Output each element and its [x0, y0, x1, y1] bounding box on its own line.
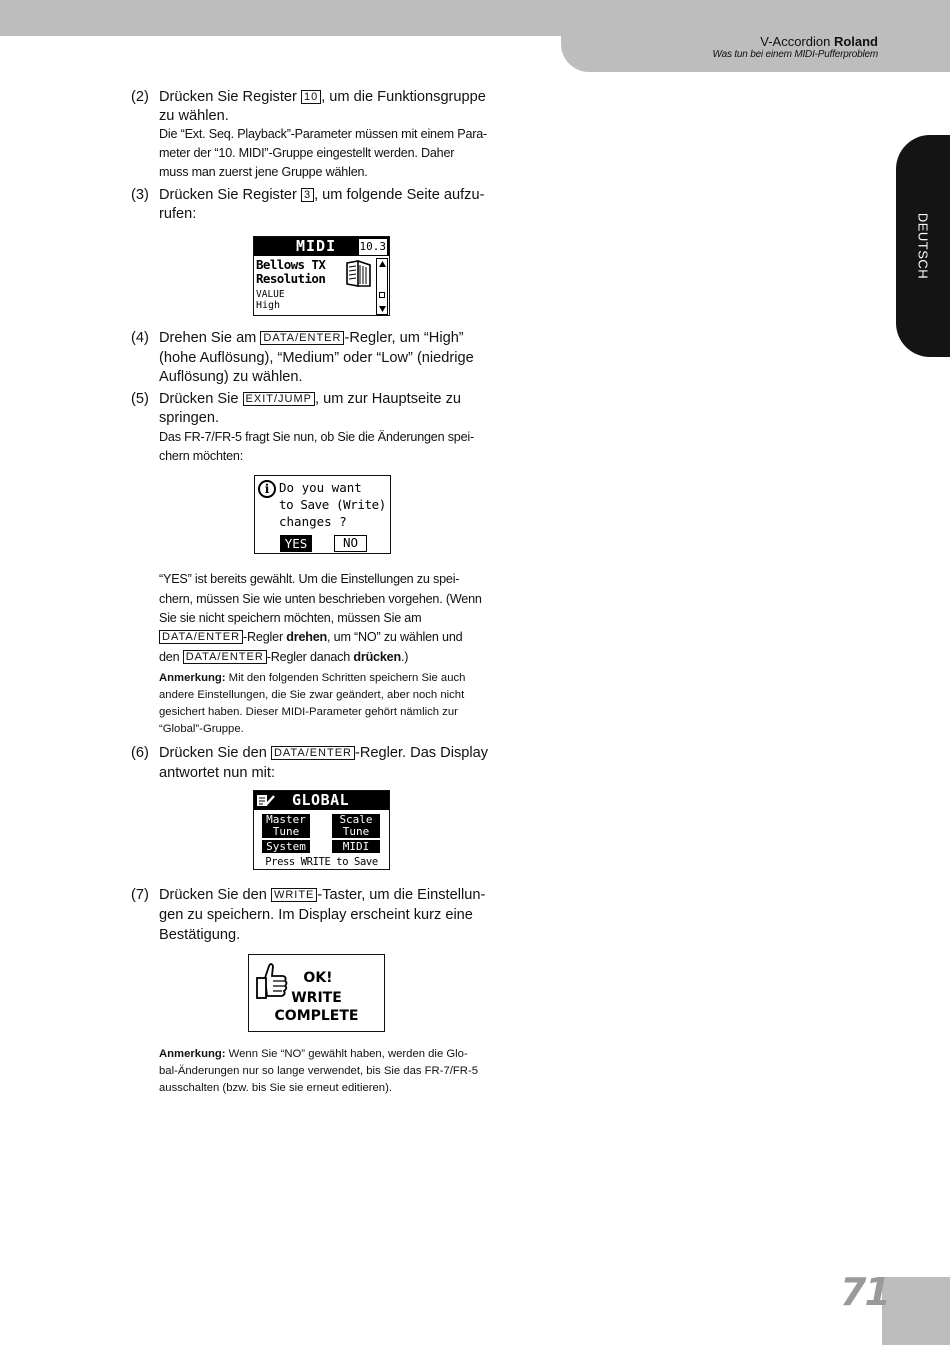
- lcd-save-line-2: to Save (Write): [279, 497, 386, 512]
- key-tab-10: 10: [301, 90, 321, 104]
- lcd-value-label: VALUE: [256, 289, 285, 300]
- lcd-save-dialog: [254, 475, 391, 554]
- lcd-save-line-1: Do you want: [279, 480, 362, 495]
- lcd-param-line-1: Bellows TX: [256, 257, 326, 272]
- lcd-yes-option: YES: [280, 535, 312, 552]
- note-line: “Global”-Gruppe.: [159, 723, 244, 735]
- note-line: Anmerkung: Mit den folgenden Schritten speichern Sie auch: [159, 672, 466, 684]
- paragraph-line: den DATA/ENTER -Regler danach drücken.): [159, 650, 409, 664]
- step-7-line-3: Bestätigung.: [159, 927, 241, 943]
- lcd-midi-box: MIDI: [332, 840, 380, 853]
- header-brand: Roland: [833, 34, 878, 49]
- step-5-line-1: Drücken Sie EXIT/JUMP , um zur Hauptseite zu: [159, 391, 462, 407]
- lcd-param-line-2: Resolution: [256, 271, 326, 286]
- step-7-line-1: Drücken Sie den WRITE -Taster, um die Einstellun-: [159, 887, 486, 903]
- key-tab-3: 3: [301, 188, 314, 202]
- header-subtitle: Was tun bei einem MIDI-Pufferproblem: [712, 49, 878, 60]
- page-number-box: [882, 1277, 950, 1345]
- step-5-detail: chern möchten:: [159, 449, 244, 463]
- lcd-save-line-3: changes ?: [279, 514, 347, 529]
- key-data-enter: DATA/ENTER: [183, 650, 267, 664]
- lcd-title-bar: [254, 237, 389, 256]
- header-product: V-Accordion Roland: [760, 34, 878, 49]
- lcd-no-option: NO: [334, 535, 367, 552]
- step-2-line-1: Drücken Sie Register 10 , um die Funktionsgruppe: [159, 89, 486, 105]
- scroll-thumb: [379, 292, 385, 298]
- paragraph-line: “YES” ist bereits gewählt. Um die Einstellungen zu spei-: [159, 572, 460, 586]
- lcd-scale-tune-box: Scale Tune: [332, 814, 380, 838]
- lcd-midi-title: MIDI: [296, 237, 337, 255]
- edit-pencil-icon: [256, 793, 276, 808]
- step-2-line-2: zu wählen.: [159, 108, 229, 124]
- step-number: (7): [131, 887, 149, 903]
- step-number: (2): [131, 89, 149, 105]
- step-4-line-3: Auflösung) zu wählen.: [159, 369, 303, 385]
- paragraph-line: Sie sie nicht speichern möchten, müssen Sie am: [159, 611, 422, 625]
- step-number: (4): [131, 330, 149, 346]
- step-6-line-2: antwortet nun mit:: [159, 765, 275, 781]
- note-line: Anmerkung: Wenn Sie “NO” gewählt haben, werden die Glo-: [159, 1048, 468, 1060]
- note-line: andere Einstellungen, die Sie zwar geändert, aber noch nicht: [159, 689, 465, 701]
- step-2-detail: meter der “10. MIDI”-Gruppe eingestellt werden. Daher: [159, 146, 455, 160]
- lcd-master-tune-box: Master Tune: [262, 814, 310, 838]
- paragraph-line: chern, müssen Sie wie unten beschrieben vorgehen. (Wenn: [159, 592, 482, 606]
- step-2-detail: muss man zuerst jene Gruppe wählen.: [159, 165, 368, 179]
- key-data-enter: DATA/ENTER: [159, 630, 243, 644]
- lcd-ok-text: OK!: [303, 970, 333, 986]
- key-write: WRITE: [271, 888, 317, 902]
- lcd-system-box: System: [262, 840, 310, 853]
- lcd-value: High: [256, 300, 281, 311]
- lcd-title-bar: [254, 791, 389, 810]
- scroll-down-arrow-icon: [378, 305, 387, 313]
- step-5-detail: Das FR-7/FR-5 fragt Sie nun, ob Sie die Änderungen spei-: [159, 430, 475, 444]
- note-label: Anmerkung:: [159, 1048, 226, 1060]
- note-line: gesichert haben. Dieser MIDI-Parameter gehört nämlich zur: [159, 706, 458, 718]
- key-exit-jump: EXIT/JUMP: [243, 392, 315, 406]
- lcd-global-title: GLOBAL: [292, 791, 350, 809]
- lcd-complete-text: COMPLETE: [274, 1008, 359, 1024]
- paragraph-line: DATA/ENTER -Regler drehen, um “NO” zu wählen und: [159, 628, 462, 647]
- step-number: (3): [131, 187, 149, 203]
- lcd-write-text: WRITE: [291, 990, 342, 1006]
- info-icon: i: [258, 480, 276, 498]
- lcd-write-complete: [248, 954, 385, 1032]
- language-tab-label: DEUTSCH: [915, 212, 931, 280]
- lcd-global-footer: Press WRITE to Save: [265, 856, 378, 868]
- note-line: ausschalten (bzw. bis Sie sie erneut editieren).: [159, 1082, 392, 1094]
- page-number: 71: [840, 1270, 889, 1314]
- step-3-line-1: Drücken Sie Register 3 , um folgende Seite aufzu-: [159, 187, 485, 203]
- step-number: (5): [131, 391, 149, 407]
- step-5-line-2: springen.: [159, 410, 220, 426]
- step-number: (6): [131, 745, 149, 761]
- step-4-line-2: (hohe Auflösung), “Medium” oder “Low” (niedrige: [159, 350, 474, 366]
- key-data-enter: DATA/ENTER: [260, 331, 344, 345]
- step-6-line-1: Drücken Sie den DATA/ENTER -Regler. Das Display: [159, 745, 489, 761]
- scroll-up-arrow-icon: [378, 260, 387, 268]
- lcd-midi-screen: [253, 236, 390, 316]
- step-7-line-2: gen zu speichern. Im Display erscheint kurz eine: [159, 907, 473, 923]
- step-3-line-2: rufen:: [159, 206, 197, 222]
- lcd-scrollbar: [376, 258, 388, 315]
- key-data-enter: DATA/ENTER: [271, 746, 355, 760]
- step-2-detail: Die “Ext. Seq. Playback”-Parameter müssen mit einem Para-: [159, 127, 488, 141]
- step-4-line-1: Drehen Sie am DATA/ENTER -Regler, um “High”: [159, 330, 464, 346]
- accordion-icon: [344, 259, 376, 289]
- note-label: Anmerkung:: [159, 672, 226, 684]
- lcd-global-screen: [253, 790, 390, 870]
- note-line: bal-Änderungen nur so lange verwendet, bis Sie das FR-7/FR-5: [159, 1065, 478, 1077]
- lcd-page-indicator: 10.3: [359, 240, 386, 253]
